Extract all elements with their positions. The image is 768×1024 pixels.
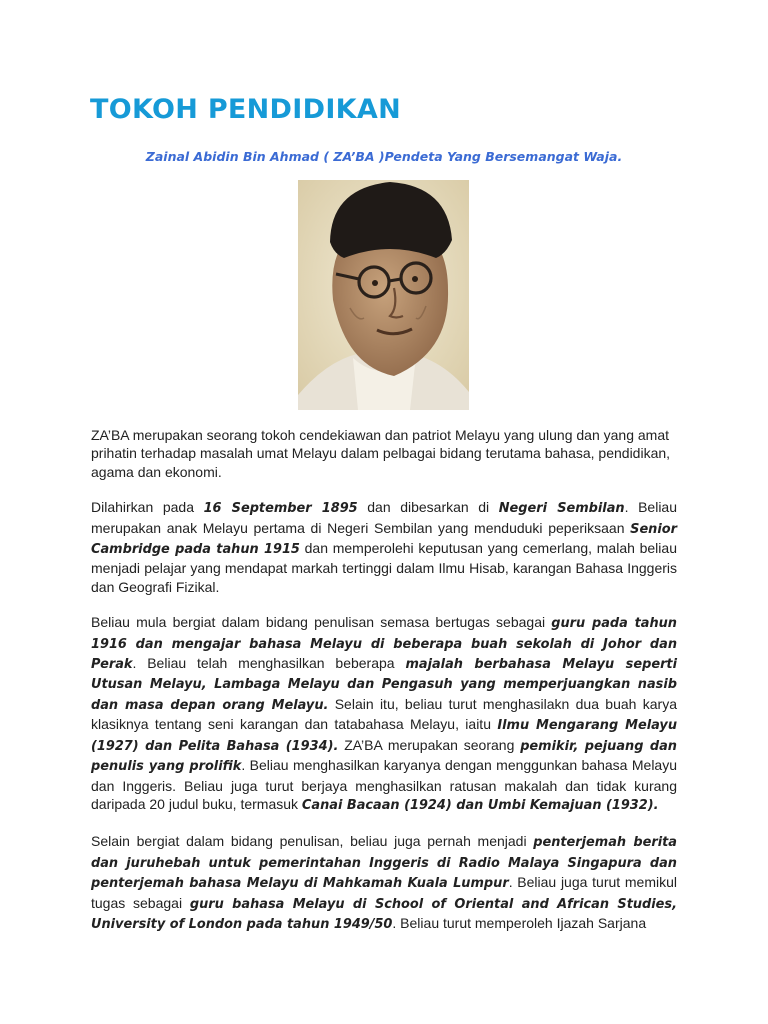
paragraph-1 (91, 426, 677, 481)
body-text-segment: . Beliau menghasilkan karyanya dengan menggunkan bahasa Melayu dan Inggeris. Beliau juga turut berjaya menghasilkan ratusan makalah dan tidak kurang daripada 20 judul buku, termasuk (91, 757, 678, 812)
emphasis-text: Ilmu Mengarang Melayu (1927) dan Pelita Bahasa (1934). (91, 718, 677, 754)
emphasis-text: Negeri Sembilan (498, 501, 625, 517)
body-text-segment: ZA’BA merupakan seorang (338, 736, 521, 753)
page-subtitle: Zainal Abidin Bin Ahmad ( ZA’BA )Pendeta Yang Bersemangat Waja. (145, 149, 623, 164)
body-text (91, 426, 677, 951)
body-text-segment: dan memperolehi keputusan yang cemerlang, malah beliau menjadi pelajar yang mendapat markah tertinggi dalam Ilmu Hisab, karangan Bahasa Inggeris dan Geografi Fizikal. (91, 540, 677, 595)
emphasis-text: pemikir, pejuang dan penulis yang prolifik (91, 738, 677, 775)
emphasis-text: guru pada tahun 1916 dan mengajar bahasa Melayu di beberapa buah sekolah di Johor dan Perak (91, 616, 677, 673)
body-text-segment: . Beliau merupakan anak Melayu pertama di Negeri Sembilan yang menduduki peperiksaan (91, 499, 677, 536)
paragraph-4 (91, 832, 677, 934)
body-text-segment: Selain itu, beliau turut menghasilakn dua buah karya klasiknya tentang seni karangan dan tatabahasa Melayu, iaitu (91, 695, 677, 733)
body-text-segment: Selain bergiat dalam bidang penulisan, beliau juga pernah menjadi (91, 833, 534, 850)
emphasis-text: majalah berbahasa Melayu seperti Utusan Melayu, Lambaga Melayu dan Pengasuh yang memperjuangkan nasib dan masa depan orang Melayu. (91, 657, 678, 713)
paragraph-3 (91, 613, 677, 815)
emphasis-text: Senior Cambridge pada tahun 1915 (91, 521, 677, 558)
body-text-segment: . Beliau turut memperoleh Ijazah Sarjana (392, 914, 647, 931)
body-text-segment: dan dibesarkan di (357, 499, 499, 516)
body-text-segment: ZA’BA merupakan seorang tokoh cendekiawan dan patriot Melayu yang ulung dan yang amat prihatin terhadap masalah umat Melayu dalam pelbagai bidang terutama bahasa, pendidikan, agama dan ekonomi. (91, 427, 671, 480)
emphasis-text: Canai Bacaan (1924) dan Umbi Kemajuan (1932). (301, 797, 659, 813)
body-text-segment: Dilahirkan pada (91, 499, 204, 516)
body-text-segment: . Beliau telah menghasilkan beberapa (132, 655, 406, 672)
body-text-segment: Beliau mula bergiat dalam bidang penulisan semasa bertugas sebagai (91, 614, 552, 631)
portrait-photo (298, 180, 469, 410)
body-text-segment: . Beliau juga turut memikul tugas sebagai (91, 874, 678, 911)
emphasis-text: penterjemah berita dan juruhebah untuk pemerintahan Inggeris di Radio Malaya Singapura dan penterjemah bahasa Melayu di Mahkamah Kuala Lumpur (91, 835, 677, 892)
emphasis-text: 16 September 1895 (203, 501, 358, 517)
emphasis-text: guru bahasa Melayu di School of Oriental and African Studies, University of London pada tahun 1949/50 (91, 896, 677, 932)
page-title: TOKOH PENDIDIKAN (90, 94, 401, 125)
paragraph-2 (91, 498, 677, 596)
